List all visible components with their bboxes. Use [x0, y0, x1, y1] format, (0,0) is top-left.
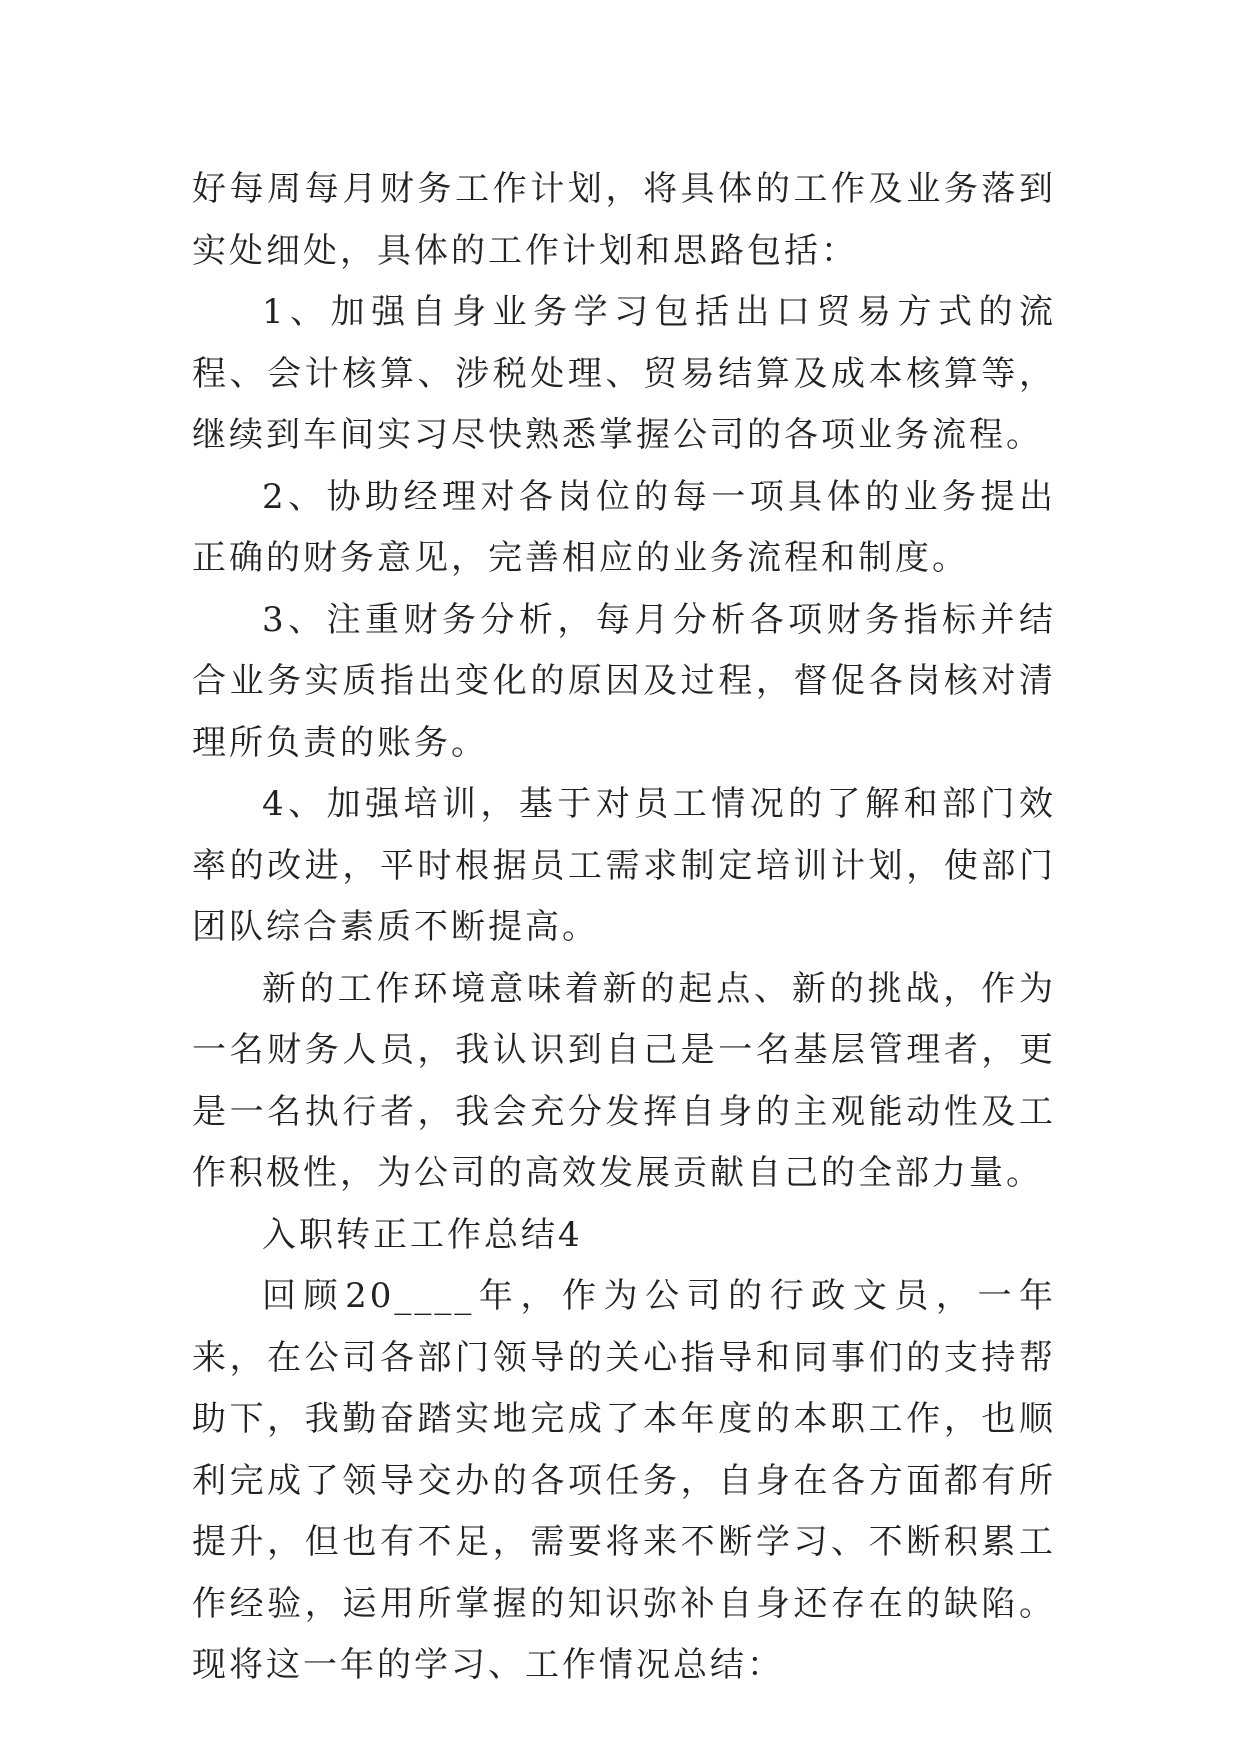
paragraph-5: 4、加强培训，基于对员工情况的了解和部门效率的改进，平时根据员工需求制定培训计划，使部门团队综合素质不断提高。	[192, 784, 1056, 947]
paragraph-7: 回顾20____年，作为公司的行政文员，一年来，在公司各部门领导的关心指导和同事们的支持帮助下，我勤奋踏实地完成了本年度的本职工作，也顺利完成了领导交办的各项任务，自身在各方面都有所提升，但也有不足，需要将来不断学习、不断积累工作经验，运用所掌握的知识弥补自身还存在的缺陷。现将这一年的学习、工作情况总结：	[192, 1276, 1056, 1685]
paragraph-6: 新的工作环境意味着新的起点、新的挑战，作为一名财务人员，我认识到自己是一名基层管理者，更是一名执行者，我会充分发挥自身的主观能动性及工作积极性，为公司的高效发展贡献自己的全部力量。	[192, 968, 1056, 1193]
paragraph-3: 2、协助经理对各岗位的每一项具体的业务提出正确的财务意见，完善相应的业务流程和制度。	[192, 476, 1056, 578]
section-heading: 入职转正工作总结4	[262, 1214, 583, 1255]
document-body	[192, 159, 1056, 1697]
paragraph-4: 3、注重财务分析，每月分析各项财务指标并结合业务实质指出变化的原因及过程，督促各岗核对清理所负责的账务。	[192, 599, 1056, 763]
paragraph-1: 好每周每月财务工作计划，将具体的工作及业务落到实处细处，具体的工作计划和思路包括：	[192, 169, 1056, 271]
paragraph-2: 1、加强自身业务学习包括出口贸易方式的流程、会计核算、涉税处理、贸易结算及成本核算等，继续到车间实习尽快熟悉掌握公司的各项业务流程。	[192, 292, 1056, 455]
